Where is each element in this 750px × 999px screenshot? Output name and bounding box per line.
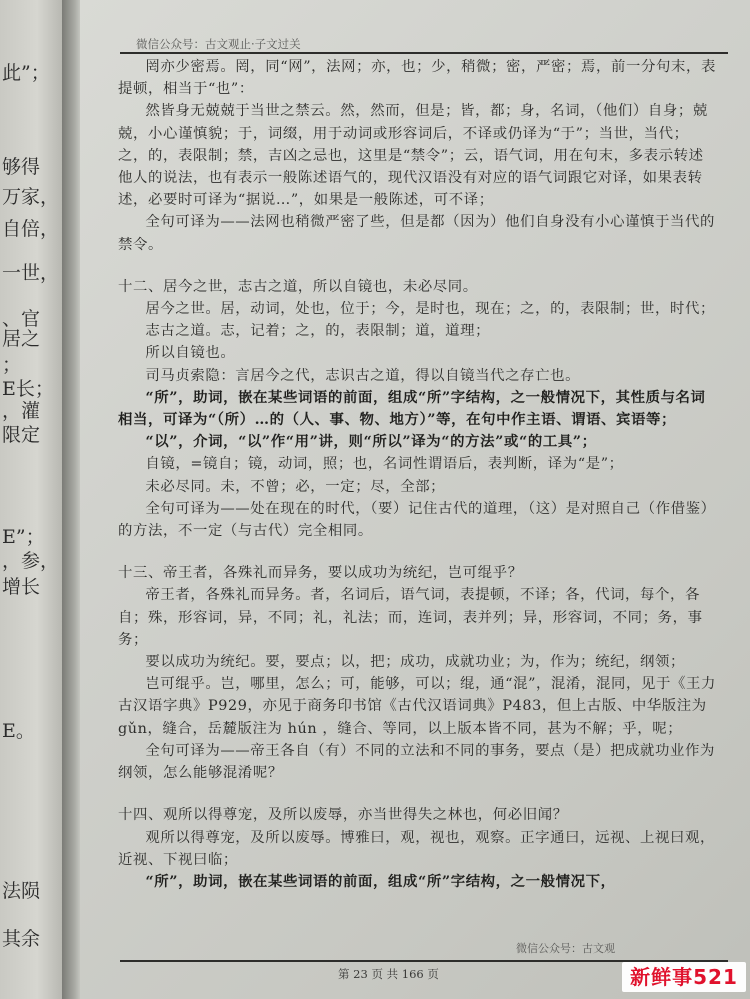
paragraph: “以”，介词，“以”作“用”讲，则“所以”译为“的方法”或“的工具”； [145,433,597,451]
book-page [80,0,750,999]
facing-page-fragment: E”； [2,526,45,548]
facing-page-fragment: 、官 [2,308,41,330]
facing-page-fragment: E。 [2,720,35,742]
section-heading: 十三、帝王者，各殊礼而异务，要以成功为统纪，岂可绲乎？ [118,565,523,582]
footer-account-text: 微信公众号：古文观 [516,942,615,955]
paragraph: 自镜，=镜自；镜，动词，照；也，名词性谓语后，表判断，译为“是”； [145,456,624,473]
paragraph: 观所以得尊宠，及所以废辱。博雅曰，观，视也，观察。正字通曰，远视、上视曰观，近视、下视曰临； [118,829,716,868]
paragraph: 居今之世。居，动词，处也，位于；今，是时也，现在；之，的，表限制；世，时代； [145,301,716,318]
facing-page-fragment: E长； [2,378,54,400]
page-number: 第 23 页 共 166 页 [338,967,439,981]
paragraph: 全句可译为——帝王各自（有）不同的立法和不同的事务，要点（是）把成就功业作为纲领，怎么能够混淆呢？ [118,742,716,782]
facing-page-fragment: 居之 [2,328,41,350]
section-heading: 十二、居今之世，志古之道，所以自镜也，未必尽同。 [118,278,478,295]
paragraph: “所”，助词，嵌在某些词语的前面，组成“所”字结构，之一般情况下， [145,872,616,890]
facing-page-fragment: 限定 [2,424,41,446]
paragraph: 然皆身无兢兢于当世之禁云。然，然而，但是；皆，都；身，名词，（他们）自身；兢兢，小心谨慎貌；于，词缀，用于动词或形容词后，不译或仍译为“于”；当世，当代；之，的，表限制；禁，吉凶之忌也，这里是“禁令”；云，语气词，用在句末，多表示转述他人的说法，也有表示一般陈述语气的，现代汉语没有对应的语气词跟它对译，如果表转述，必要时可译为“据说…”，如果是一般陈述，可不译； [118,103,708,209]
facing-page-fragment: 万家， [2,186,60,208]
book-gutter [62,0,80,999]
paragraph: 全句可译为——法网也稍微严密了些，但是都（因为）他们自身没有小心谨慎于当代的禁令。 [118,214,716,253]
facing-page-fragment: 自倍， [2,218,60,240]
watermark-logo: 新鲜事521 [622,962,746,992]
paragraph: 全句可译为——处在现在的时代，（要）记住古代的道理，（这）是对照自己（作借鉴）的方法，不一定（与古代）完全相同。 [118,500,716,540]
page-body [118,56,718,893]
paragraph: 司马贞索隐：言居今之代，志识古之道，得以自镜当代之存亡也。 [145,367,581,384]
facing-page-fragment: 其余 [2,928,41,950]
paragraph: 帝王者，各殊礼而异务。者，名词后，语气词，表提顿，不译；各，代词，每个，各自；殊，形容词，异，不同；礼，礼法；而，连词，表并列；异，形容词，不同；务，事务； [118,587,703,648]
paragraph: 所以自镜也。 [145,345,236,362]
facing-page-fragment: ，参， [2,550,60,572]
paragraph: 志古之道。志，记着；之，的，表限制；道，道理； [145,323,491,340]
paragraph: 要以成功为统纪。要，要点；以，把；成功，成就功业；为，作为；统纪，纲领； [145,654,686,671]
paragraph: 岂可绲乎。岂，哪里，怎么；可，能够，可以；绲，通“混”，混淆，混同，见于《王力古汉语字典》P929，亦见于商务印书馆《古代汉语词典》P483，但上古版、中华版注为 gǔn，缝合，岳麓版注为 hún ，缝合、等同，以上版本皆不同，甚为不解；乎，呢； [118,676,716,737]
facing-page-fragment: ，灌 [2,400,41,422]
facing-page-fragment: 增长 [2,576,41,598]
facing-page-edge [0,0,62,999]
facing-page-fragment: 法陨 [2,880,41,902]
section-heading: 十四、观所以得尊宠，及所以废辱，亦当世得失之林也，何必旧闻？ [118,807,568,824]
facing-page-fragment: 一世， [2,262,60,284]
paragraph: “所”，助词，嵌在某些词语的前面，组成“所”字结构，之一般情况下，其性质与名词相当，可译为“（所）…的（人、事、物、地方）”等，在句中作主语、谓语、宾语等； [118,388,706,429]
paragraph: 未必尽同。未，不曾；必，一定；尽，全部； [145,478,446,495]
header-rule [120,52,728,54]
paragraph: 罔亦少密焉。罔，同“网”，法网；亦，也；少，稍微；密，严密；焉，前一分句末，表提顿，相当于“也”： [118,59,716,98]
facing-page-fragment: 此”； [2,62,50,84]
facing-page-fragment: 够得 [2,156,41,178]
facing-page-fragment: ； [2,354,22,376]
running-header: 微信公众号：古文观止·子文过关 [136,37,301,51]
